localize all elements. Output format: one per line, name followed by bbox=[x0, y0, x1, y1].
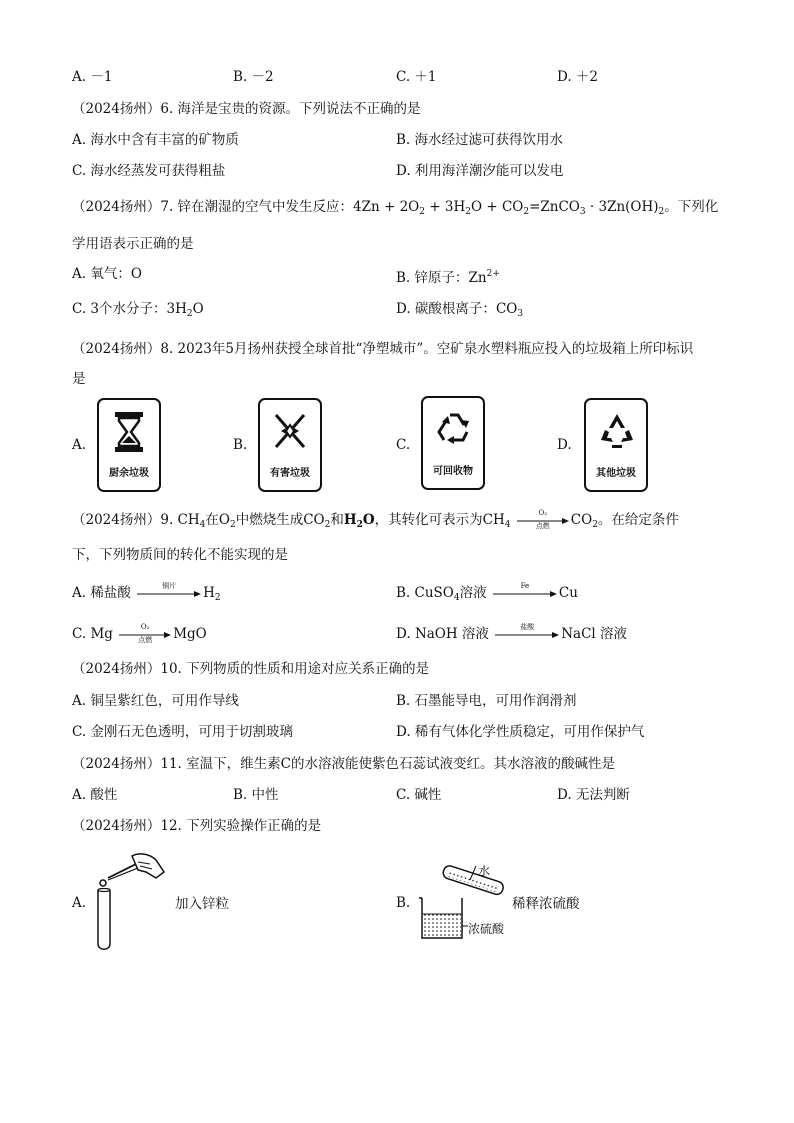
q9-option-b-arrow bbox=[493, 581, 557, 597]
q5-option-a: A. －1 bbox=[72, 69, 113, 85]
q9-option-c-product: MgO bbox=[173, 626, 207, 642]
q7-option-d-label: D. 碳酸根离子： bbox=[396, 301, 496, 317]
q8-option-a-bin bbox=[97, 398, 161, 492]
q7-option-b-label: B. 锌原子： bbox=[396, 270, 469, 286]
q5-option-d: D. ＋2 bbox=[557, 69, 599, 85]
q7-stem-suffix: 。下列化 bbox=[664, 199, 719, 215]
q12-option-b-water-label: 水 bbox=[478, 864, 491, 878]
q9-option-c-reactant: Mg bbox=[90, 626, 113, 642]
other-waste-icon bbox=[599, 412, 635, 450]
q12-option-a-letter: A. bbox=[72, 895, 87, 911]
q9-ch4-2: $CH_4$ bbox=[482, 512, 511, 530]
q7-stem-prefix: （2024扬州）7. 锌在潮湿的空气中发生反应： bbox=[72, 199, 354, 215]
q6-option-d: D. 利用海洋潮汐能可以发电 bbox=[396, 163, 564, 179]
q7-option-a bbox=[72, 265, 142, 283]
q9-option-b-cond: Fe bbox=[520, 581, 530, 590]
q9-stem-mid2: 中燃烧生成 bbox=[235, 512, 304, 528]
q6-stem: （2024扬州）6. 海洋是宝贵的资源。下列说法不正确的是 bbox=[72, 101, 421, 117]
hazard-cross-icon bbox=[273, 412, 307, 450]
q7-equation: $4Zn + 2O_2 + 3H_2O$ + $CO_2=ZnCO_3 \cdot 3Zn(OH)_2$ bbox=[353, 199, 665, 217]
recycle-icon bbox=[436, 410, 472, 446]
q5-option-c: C. ＋1 bbox=[396, 69, 437, 85]
q8-option-d-label: 其他垃圾 bbox=[596, 468, 636, 479]
q8-option-c-bin bbox=[421, 396, 485, 490]
q6-option-b: B. 海水经过滤可获得饮用水 bbox=[396, 132, 564, 148]
q7-option-d bbox=[396, 300, 523, 323]
q7-option-c-formula: $3H_2O$ bbox=[166, 301, 204, 319]
q9-stem-mid4: ，其转化可表示为 bbox=[374, 512, 483, 528]
q7-option-b bbox=[396, 265, 500, 287]
q9-co2: $CO_2$ bbox=[303, 512, 331, 530]
q9-option-a-cond: 铜片 bbox=[162, 581, 177, 590]
q9-stem-mid1: 在 bbox=[205, 512, 219, 528]
q9-o2: $O_2$ bbox=[218, 512, 236, 530]
q11-stem: （2024扬州）11. 室温下，维生素C的水溶液能使紫色石蕊试液变红。其水溶液的酸碱性是 bbox=[72, 756, 615, 772]
q9-option-b-cuso4: CuSO$_4$ bbox=[414, 585, 460, 603]
q9-option-a-product: $H_2$ bbox=[203, 585, 221, 603]
q11-option-b: B. 中性 bbox=[233, 787, 279, 803]
q8-option-b-label: 有害垃圾 bbox=[270, 468, 310, 479]
q12-option-b-letter: B. bbox=[396, 895, 411, 911]
q9-stem-suffix: 。在给定条件 bbox=[597, 512, 679, 528]
q8-option-c-label: 可回收物 bbox=[433, 466, 473, 477]
q10-option-d: D. 稀有气体化学性质稳定，可用作保护气 bbox=[396, 724, 645, 740]
q12-option-b-caption: 稀释浓硫酸 bbox=[512, 896, 580, 912]
q9-option-b-solution: 溶液 bbox=[459, 585, 487, 601]
q7-option-c-label: C. 3个水分子： bbox=[72, 301, 167, 317]
q7-option-b-formula: $Zn^{2+}$ bbox=[468, 269, 500, 286]
q9-h2o: $H_2O$ bbox=[343, 512, 375, 530]
q9-option-d bbox=[396, 622, 628, 643]
hourglass-icon bbox=[112, 412, 146, 452]
q8-option-c-letter: C. bbox=[396, 437, 411, 453]
q9-stem-mid3: 和 bbox=[330, 512, 344, 528]
q8-option-d-letter: D. bbox=[557, 437, 572, 453]
q9-ch4: $CH_4$ bbox=[177, 512, 206, 530]
q6-option-c: C. 海水经蒸发可获得粗盐 bbox=[72, 163, 226, 179]
q7-option-a-formula: O bbox=[130, 266, 142, 282]
q11-option-c: C. 碱性 bbox=[396, 787, 442, 803]
q8-option-a-label: 厨余垃圾 bbox=[109, 468, 149, 479]
q9-option-c-arrow bbox=[119, 622, 171, 644]
q9-arrow-main bbox=[517, 508, 569, 530]
q12-stem: （2024扬州）12. 下列实验操作正确的是 bbox=[72, 818, 322, 834]
q10-option-a: A. 铜呈紫红色，可用作导线 bbox=[72, 693, 239, 709]
q11-option-d: D. 无法判断 bbox=[557, 787, 630, 803]
q8-option-b-bin bbox=[258, 398, 322, 492]
q12-option-a-caption: 加入锌粒 bbox=[175, 896, 229, 912]
q9-option-b-label: B. bbox=[396, 585, 411, 601]
q9-stem-prefix: （2024扬州）9. bbox=[72, 512, 174, 528]
q9-option-c bbox=[72, 622, 207, 644]
q9-option-d-product: NaCl 溶液 bbox=[561, 626, 628, 642]
test-tube-zinc-illustration bbox=[92, 850, 168, 954]
q8-option-b-letter: B. bbox=[233, 437, 248, 453]
q7-option-c bbox=[72, 300, 204, 323]
q5-option-b: B. －2 bbox=[233, 69, 274, 85]
q8-option-d-bin bbox=[584, 398, 648, 492]
q9-option-c-label: C. bbox=[72, 626, 87, 642]
q9-option-d-cond: 盐酸 bbox=[520, 622, 535, 631]
q10-option-b: B. 石墨能导电，可用作润滑剂 bbox=[396, 693, 577, 709]
q9-option-a-arrow bbox=[137, 581, 201, 597]
q8-stem-line1: （2024扬州）8. 2023年5月扬州获授全球首批“净塑城市”。空矿泉水塑料瓶应投入的垃圾箱上所印标识 bbox=[72, 341, 694, 357]
q10-stem: （2024扬州）10. 下列物质的性质和用途对应关系正确的是 bbox=[72, 661, 430, 677]
q8-stem-line2: 是 bbox=[72, 371, 86, 387]
q9-option-c-cond-bot: 点燃 bbox=[138, 635, 153, 644]
q9-option-a-product-symbol: H bbox=[203, 585, 215, 601]
q9-arrow-main-cond-top: O₂ bbox=[538, 508, 548, 517]
q6-option-a: A. 海水中含有丰富的矿物质 bbox=[72, 132, 239, 148]
q9-option-c-cond-top: O₂ bbox=[140, 622, 150, 631]
q9-co2-2: $CO_2$ bbox=[570, 512, 598, 530]
q9-option-b bbox=[396, 581, 578, 607]
q7-option-a-label: A. 氧气： bbox=[72, 266, 131, 282]
q10-option-c: C. 金刚石无色透明，可用于切割玻璃 bbox=[72, 724, 293, 740]
q8-option-a-letter: A. bbox=[72, 437, 87, 453]
q9-arrow-main-cond-bot: 点燃 bbox=[535, 521, 550, 530]
q9-option-a-reactant: 稀盐酸 bbox=[90, 585, 131, 601]
q12-option-b-acid-label: 浓硫酸 bbox=[468, 922, 505, 936]
q7-option-d-formula: $CO_3$ bbox=[495, 301, 524, 319]
q9-stem-line1 bbox=[72, 508, 679, 534]
q7-stem-line1 bbox=[72, 198, 718, 221]
q7-stem-line2: 学用语表示正确的是 bbox=[72, 236, 194, 252]
q9-option-d-label: D. bbox=[396, 626, 411, 642]
q9-option-a bbox=[72, 581, 221, 607]
q11-option-a: A. 酸性 bbox=[72, 787, 118, 803]
q9-option-b-product: Cu bbox=[558, 585, 578, 601]
q9-stem-line2: 下，下列物质间的转化不能实现的是 bbox=[72, 547, 288, 563]
q9-option-a-label: A. bbox=[72, 585, 87, 601]
q9-option-d-arrow bbox=[495, 622, 559, 638]
q9-option-d-reactant: NaOH 溶液 bbox=[414, 626, 489, 642]
